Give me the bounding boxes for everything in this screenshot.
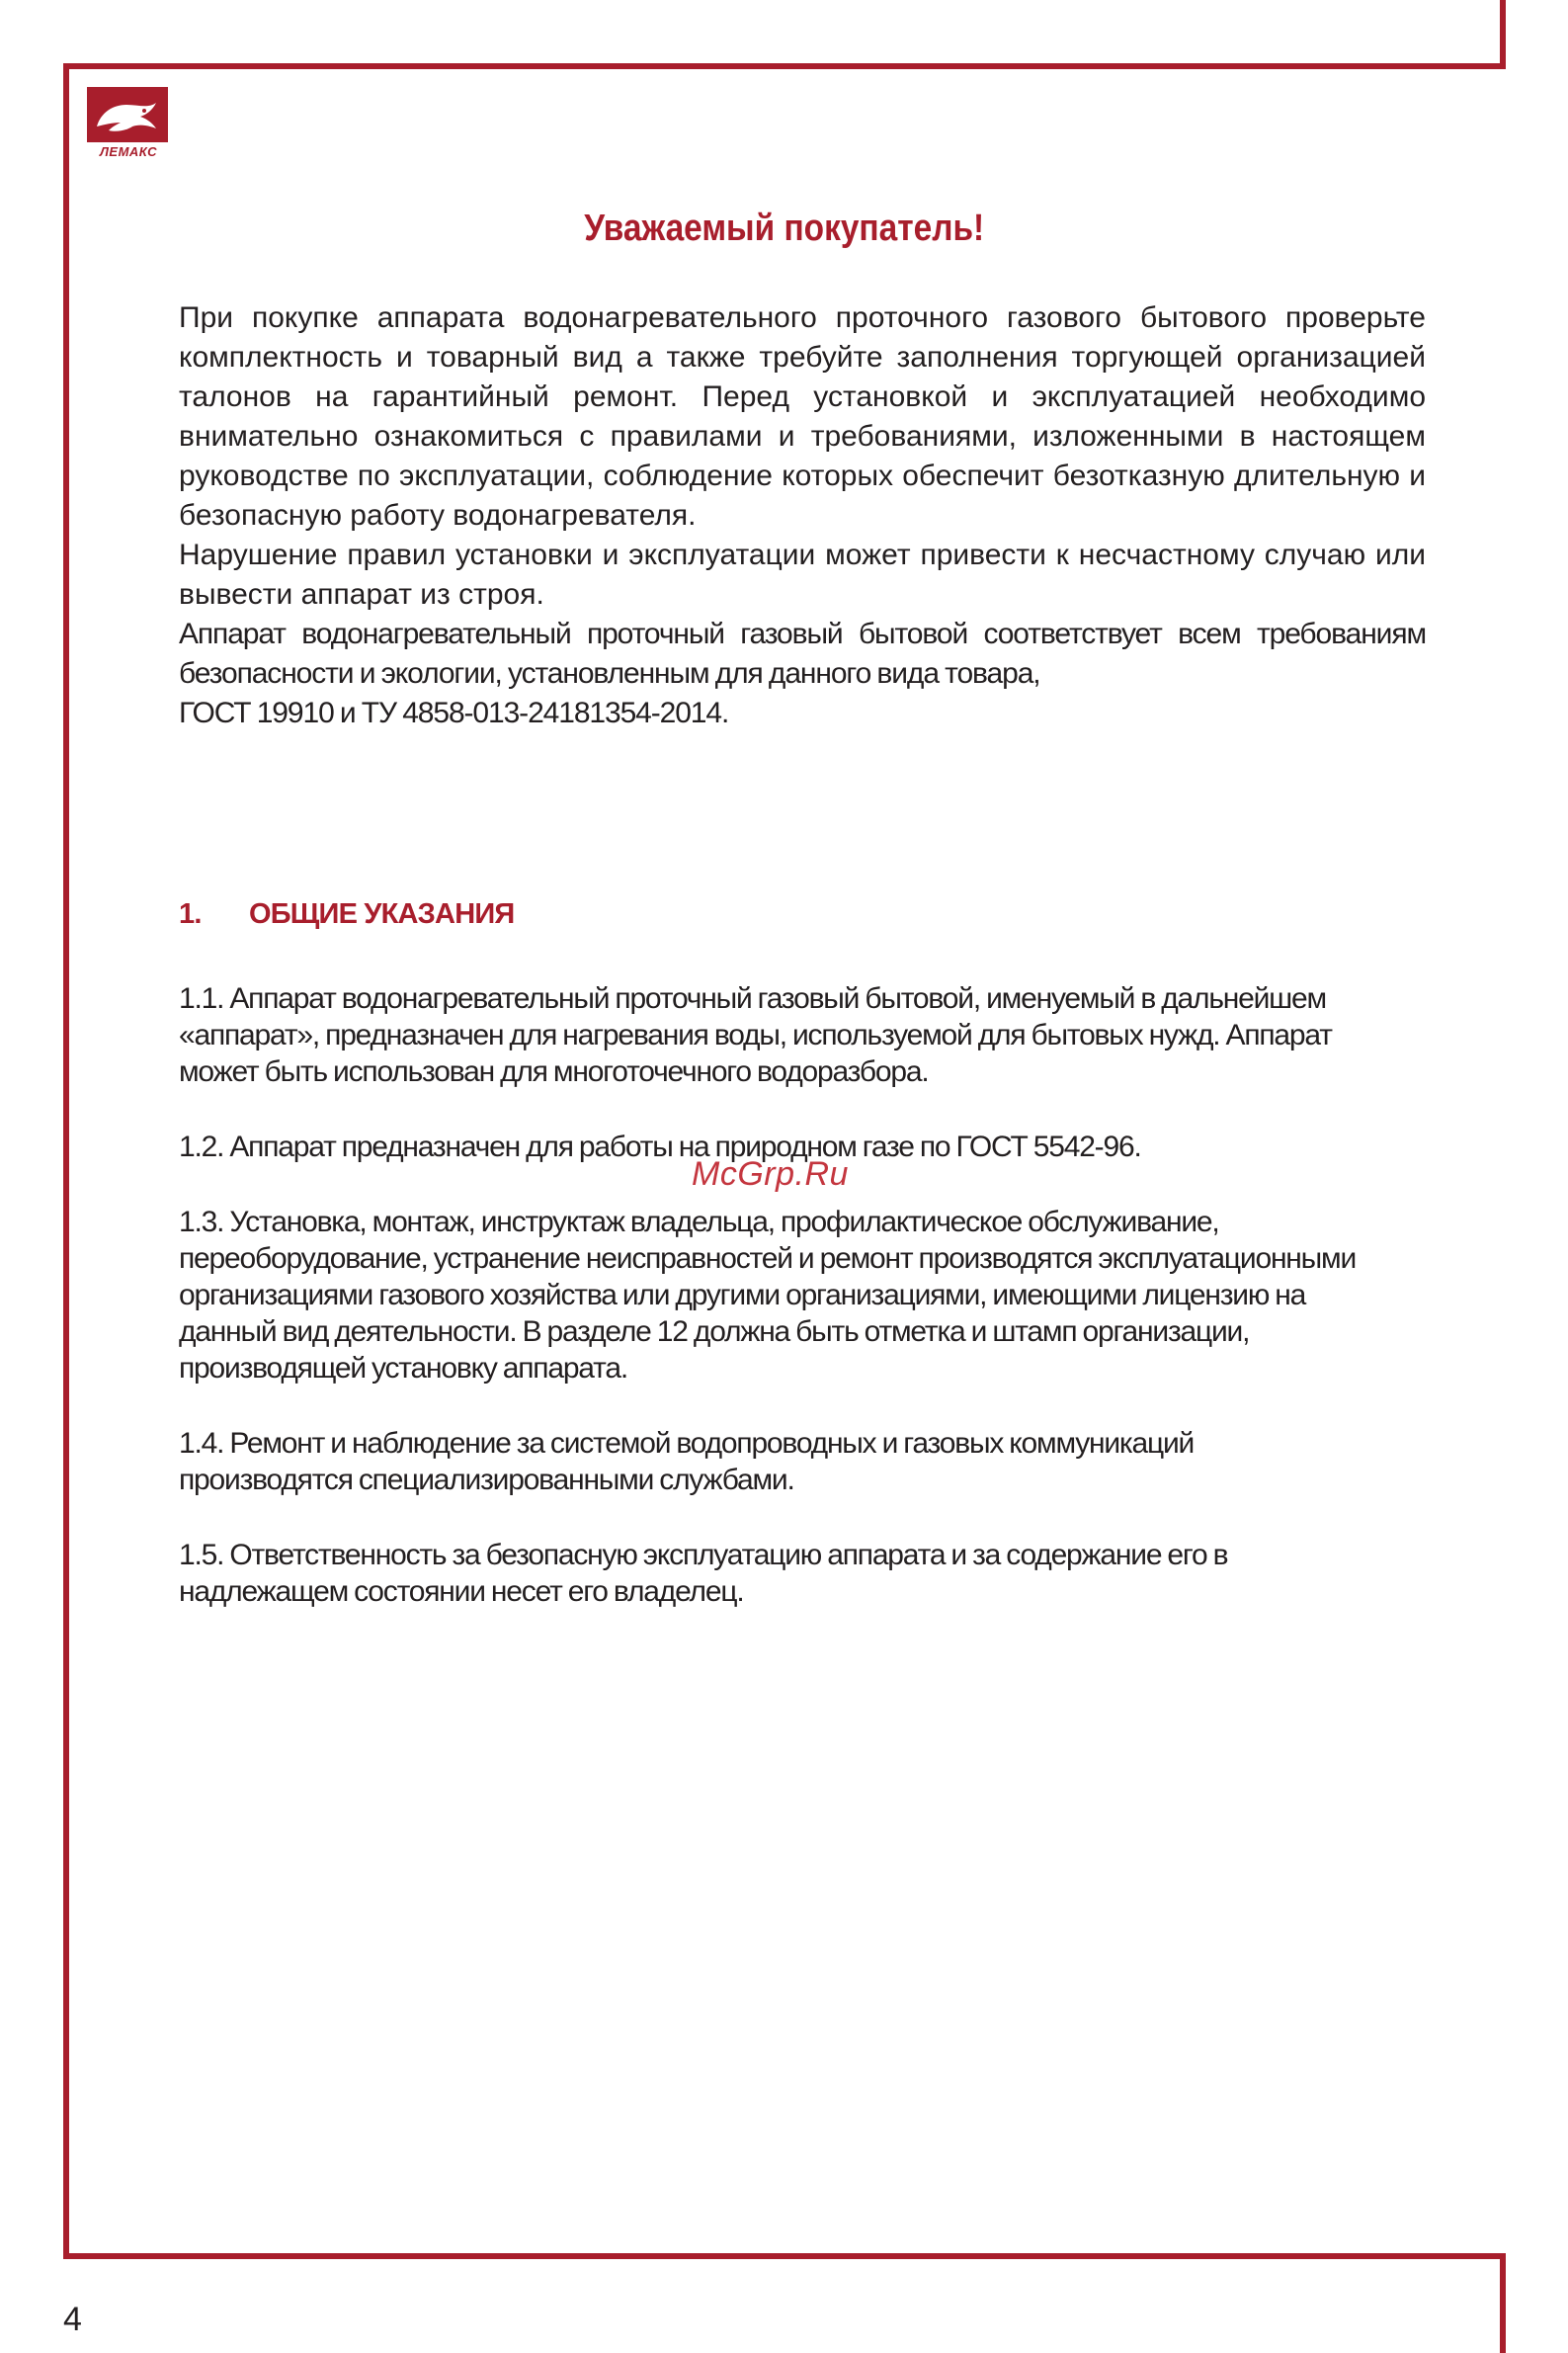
section-item-1-1: 1.1. Аппарат водонагревательный проточный газовый бытовой, именуемый в дальнейшем «аппарат», предназначен для нагревания воды, используемой для бытовых нужд. Аппарат может быть использован для многоточечного водоразбора. (179, 982, 1332, 1088)
frame-right-top-line (1500, 0, 1506, 69)
section-item-1-3: 1.3. Установка, монтаж, инструктаж владельца, профилактическое обслуживание, переоборудование, устранение неисправностей и ремонт производятся эксплуатационными организациями газового хозяйства или другими организациями, имеющими лицензию на данный вид деятельности. В разделе 12 должна быть отметка и штамп организации, производящей установку аппарата. (179, 1206, 1357, 1385)
section-items (179, 980, 1444, 1648)
logo-caption: ЛЕМАКС (99, 144, 158, 159)
section-title: ОБЩИЕ УКАЗАНИЯ (249, 898, 515, 930)
page-title: Уважаемый покупатель! (584, 208, 985, 249)
page-number: 4 (63, 2301, 82, 2338)
watermark: McGrp.Ru (692, 1155, 849, 1193)
frame-top-line (63, 63, 1506, 69)
section-item-1-2: 1.2. Аппарат предназначен для работы на природном газе по ГОСТ 5542-96. (179, 1131, 1141, 1163)
section-heading (179, 898, 514, 931)
intro-paragraph-1: При покупке аппарата водонагревательного проточного газового бытового проверьте комплектность и товарный вид а также требуйте заполнения торгующей организацией талонов на гарантийный ремонт. Перед установкой и эксплуатацией необходимо внимательно ознакомиться с правилами и требованиями, изложенными в настоящем руководстве по эксплуатации, соблюдение которых обеспечит безотказную длительную и безопасную работу водонагревателя. (179, 301, 1426, 532)
section-item-1-5: 1.5. Ответственность за безопасную эксплуатацию аппарата и за содержание его в надлежащем состоянии несет его владелец. (179, 1539, 1228, 1608)
section-item-1-4: 1.4. Ремонт и наблюдение за системой водопроводных и газовых коммуникаций производятся специализированными службами. (179, 1427, 1195, 1496)
intro-paragraph-4: ГОСТ 19910 и ТУ 4858-013-24181354-2014. (179, 697, 729, 729)
intro-text (179, 298, 1426, 733)
intro-paragraph-3: Аппарат водонагревательный проточный газовый бытовой соответствует всем требованиям безопасности и экологии, установленным для данного вида товара, (179, 618, 1426, 690)
frame-bottom-line (63, 2253, 1506, 2259)
section-number: 1. (179, 898, 202, 930)
frame-right-bottom-line (1500, 2253, 1506, 2353)
intro-paragraph-2: Нарушение правил установки и эксплуатации может привести к несчастному случаю или вывести аппарат из строя. (179, 539, 1426, 611)
frame-left-line (63, 63, 69, 2259)
